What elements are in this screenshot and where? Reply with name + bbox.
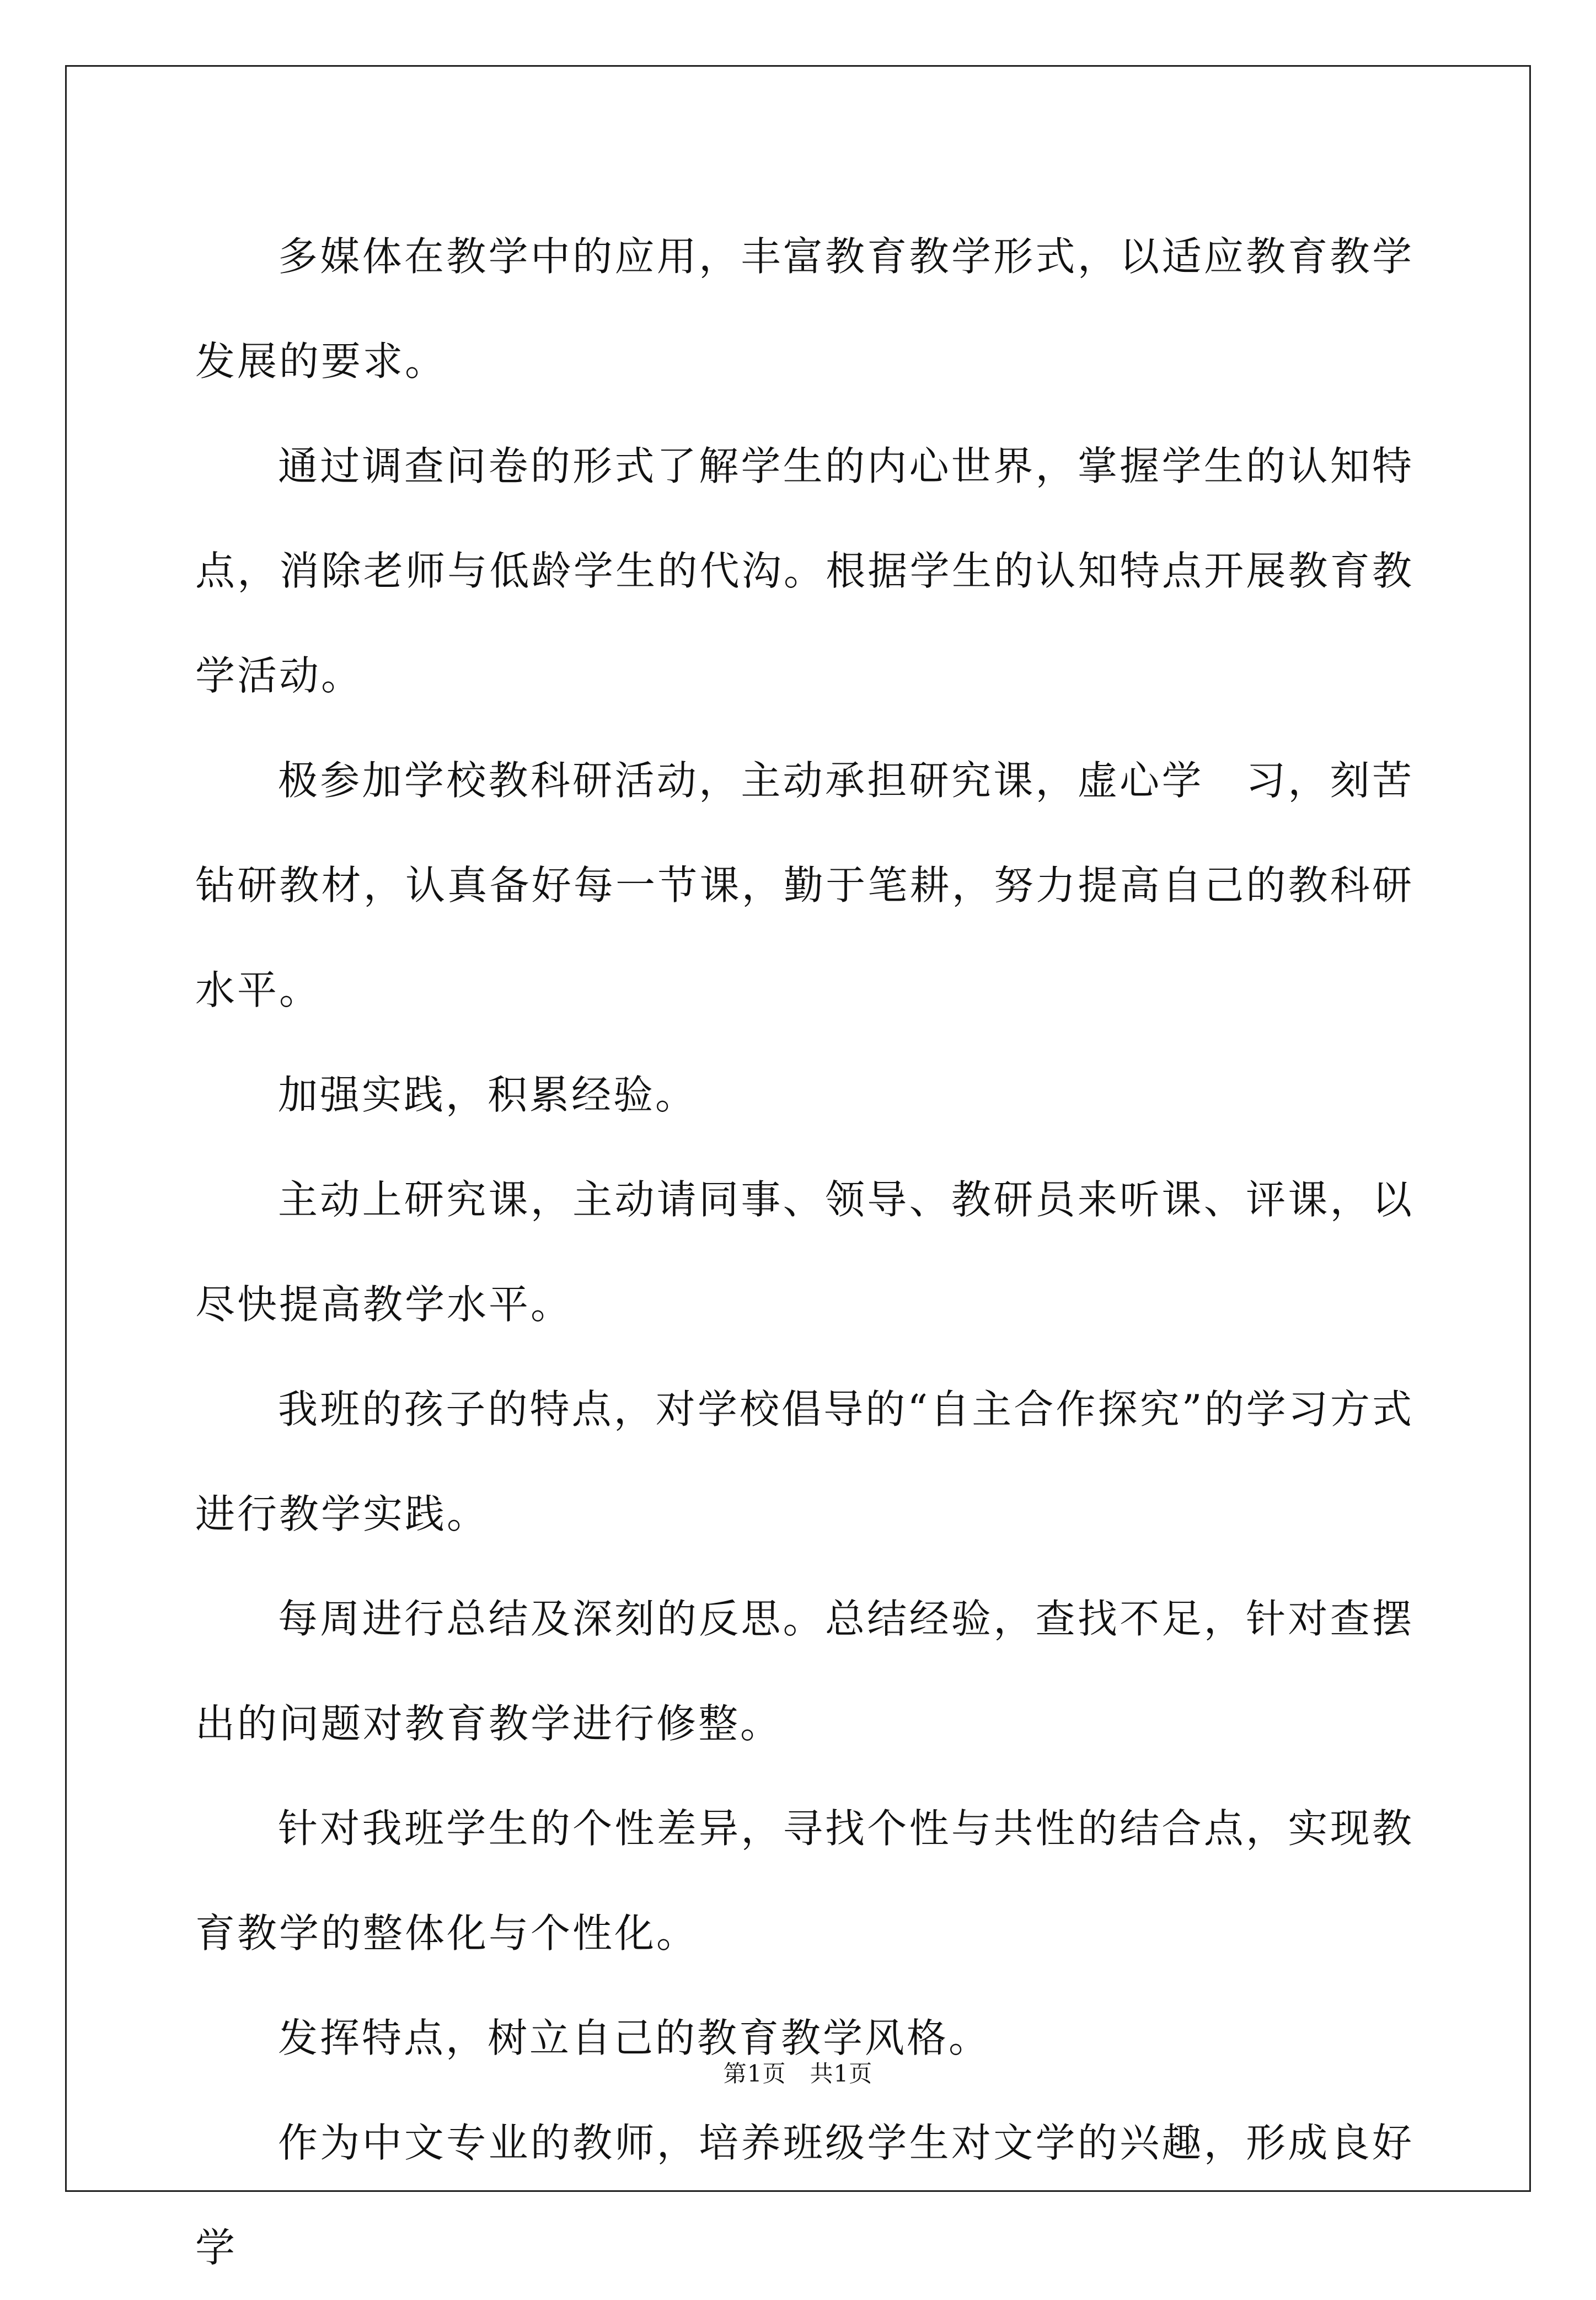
paragraph: 多媒体在教学中的应用，丰富教育教学形式，以适应教育教学发展的要求。 [195, 233, 1414, 384]
paragraph: 我班的孩子的特点，对学校倡导的“自主合作探究”的学习方式进行教学实践。 [195, 1386, 1414, 1537]
paragraph: 针对我班学生的个性差异，寻找个性与共性的结合点，实现教育教学的整体化与个性化。 [195, 1805, 1414, 1956]
document-body [195, 204, 1414, 2300]
paragraph: 作为中文专业的教师，培养班级学生对文学的兴趣，形成良好学 [195, 2120, 1414, 2271]
paragraph: 主动上研究课，主动请同事、领导、教研员来听课、评课，以尽快提高教学水平。 [195, 1176, 1414, 1328]
paragraph: 发挥特点，树立自己的教育教学风格。 [278, 2015, 991, 2061]
paragraph: 通过调查问卷的形式了解学生的内心世界，掌握学生的认知特点，消除老师与低龄学生的代沟。根据学生的认知特点开展教育教学活动。 [195, 443, 1414, 699]
page-number-footer: 第1页 共1页 [723, 2060, 873, 2087]
paragraph: 极参加学校教科研活动，主动承担研究课，虚心学 习，刻苦钻研教材，认真备好每一节课，勤于笔耕，努力提高自己的教科研水平。 [195, 757, 1414, 1013]
paragraph: 每周进行总结及深刻的反思。总结经验，查找不足，针对查摆出的问题对教育教学进行修整。 [195, 1596, 1414, 1747]
paragraph: 加强实践，积累经验。 [278, 1072, 698, 1118]
